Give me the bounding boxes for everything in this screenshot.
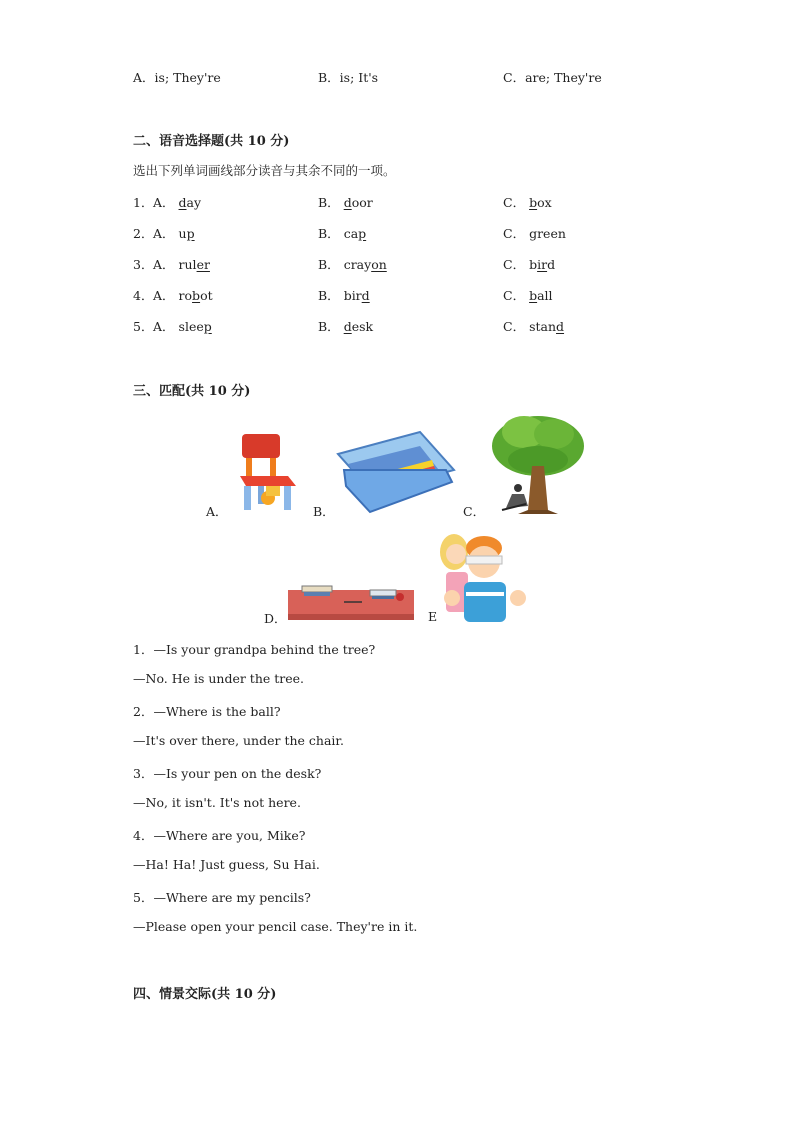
word-part: rul bbox=[178, 257, 197, 272]
phonics-option-c bbox=[503, 193, 552, 211]
dialogue-answer: —Ha! Ha! Just guess, Su Hai. bbox=[133, 857, 320, 872]
underlined-letters: d bbox=[361, 288, 370, 303]
question-number: 5． bbox=[133, 319, 154, 334]
dialogue-question: 4．—Where are you, Mike? bbox=[133, 828, 306, 843]
phonics-option-a bbox=[153, 224, 195, 242]
question-number: 4． bbox=[133, 288, 154, 303]
word-part: A． bbox=[153, 195, 175, 210]
option-a: A．is; They're bbox=[133, 70, 221, 85]
underlined-letters: p bbox=[186, 226, 195, 241]
word-part: C． bbox=[503, 257, 526, 272]
word-part: esk bbox=[351, 319, 374, 334]
underlined-letters: b bbox=[192, 288, 201, 303]
word-part: b bbox=[529, 257, 538, 272]
word-part: bir bbox=[343, 288, 362, 303]
dialogue-answer: —No, it isn't. It's not here. bbox=[133, 795, 301, 810]
word-part: ox bbox=[537, 195, 552, 210]
option-c: C．are; They're bbox=[503, 70, 602, 85]
phonics-option-c bbox=[503, 286, 553, 304]
phonics-option-b bbox=[318, 224, 366, 242]
section4-title: 四、情景交际(共 10 分) bbox=[133, 987, 277, 1002]
phonics-option-b bbox=[318, 193, 373, 211]
word-part: ro bbox=[178, 288, 193, 303]
word-part: B． bbox=[318, 257, 340, 272]
underlined-letters: ir bbox=[537, 257, 548, 272]
underlined-letters: d bbox=[343, 319, 352, 334]
phonics-option-a bbox=[153, 317, 212, 335]
dialogue-question: 5．—Where are my pencils? bbox=[133, 890, 311, 905]
word-part: cray bbox=[343, 257, 372, 272]
section2-title: 二、语音选择题(共 10 分) bbox=[133, 134, 290, 149]
question-number: 1． bbox=[133, 195, 154, 210]
word-part: A． bbox=[153, 319, 175, 334]
word-part: ca bbox=[343, 226, 359, 241]
word-part: d bbox=[547, 257, 556, 272]
phonics-option-a bbox=[153, 193, 201, 211]
underlined-letters: b bbox=[529, 288, 538, 303]
word-part: A． bbox=[153, 288, 175, 303]
word-part: B． bbox=[318, 288, 340, 303]
word-part: A． bbox=[153, 226, 175, 241]
phonics-option-c bbox=[503, 317, 564, 335]
option-b: B．is; It's bbox=[318, 70, 379, 85]
word-part: B． bbox=[318, 195, 340, 210]
underlined-letters: p bbox=[358, 226, 367, 241]
word-part: green bbox=[529, 226, 566, 241]
word-part: u bbox=[178, 226, 187, 241]
word-part: C． bbox=[503, 288, 526, 303]
dialogue-question: 1．—Is your grandpa behind the tree? bbox=[133, 642, 376, 657]
word-part: C． bbox=[503, 319, 526, 334]
word-part: C． bbox=[503, 195, 526, 210]
picture-label-a: A． bbox=[206, 504, 228, 519]
underlined-letters: d bbox=[178, 195, 187, 210]
word-part: all bbox=[537, 288, 553, 303]
word-part: ay bbox=[186, 195, 202, 210]
phonics-option-b bbox=[318, 286, 370, 304]
word-part: oor bbox=[351, 195, 373, 210]
phonics-option-c bbox=[503, 255, 555, 273]
word-part: stan bbox=[529, 319, 557, 334]
word-part: A． bbox=[153, 257, 175, 272]
underlined-letters: on bbox=[371, 257, 387, 272]
phonics-option-c bbox=[503, 224, 566, 242]
underlined-letters: b bbox=[529, 195, 538, 210]
chair-image bbox=[236, 430, 298, 516]
phonics-option-b bbox=[318, 255, 387, 273]
section2-instruction: 选出下列单词画线部分读音与其余不同的一项。 bbox=[133, 163, 396, 178]
word-part: slee bbox=[178, 319, 204, 334]
phonics-option-a bbox=[153, 286, 213, 304]
picture-label-c: C． bbox=[463, 504, 486, 519]
word-part: C． bbox=[503, 226, 526, 241]
underlined-letters: d bbox=[343, 195, 352, 210]
dialogue-question: 2．—Where is the ball? bbox=[133, 704, 281, 719]
question-number: 2． bbox=[133, 226, 154, 241]
picture-label-b: B． bbox=[313, 504, 335, 519]
phonics-option-b bbox=[318, 317, 373, 335]
word-part: B． bbox=[318, 319, 340, 334]
underlined-letters: d bbox=[556, 319, 565, 334]
phonics-option-a bbox=[153, 255, 210, 273]
underlined-letters: er bbox=[196, 257, 210, 272]
dialogue-answer: —Please open your pencil case. They're in it. bbox=[133, 919, 418, 934]
children-playing-image bbox=[436, 532, 532, 624]
dialogue-question: 3．—Is your pen on the desk? bbox=[133, 766, 322, 781]
tree-image bbox=[488, 410, 588, 516]
word-part: ot bbox=[200, 288, 213, 303]
picture-label-e: E bbox=[428, 609, 438, 624]
picture-label-d: D． bbox=[264, 611, 287, 626]
section3-title: 三、匹配(共 10 分) bbox=[133, 384, 251, 399]
word-part: B． bbox=[318, 226, 340, 241]
desk-image bbox=[288, 582, 416, 622]
dialogue-answer: —No. He is under the tree. bbox=[133, 671, 305, 686]
dialogue-answer: —It's over there, under the chair. bbox=[133, 733, 344, 748]
question-number: 3． bbox=[133, 257, 154, 272]
underlined-letters: p bbox=[203, 319, 212, 334]
pencil-case-image bbox=[334, 430, 456, 516]
